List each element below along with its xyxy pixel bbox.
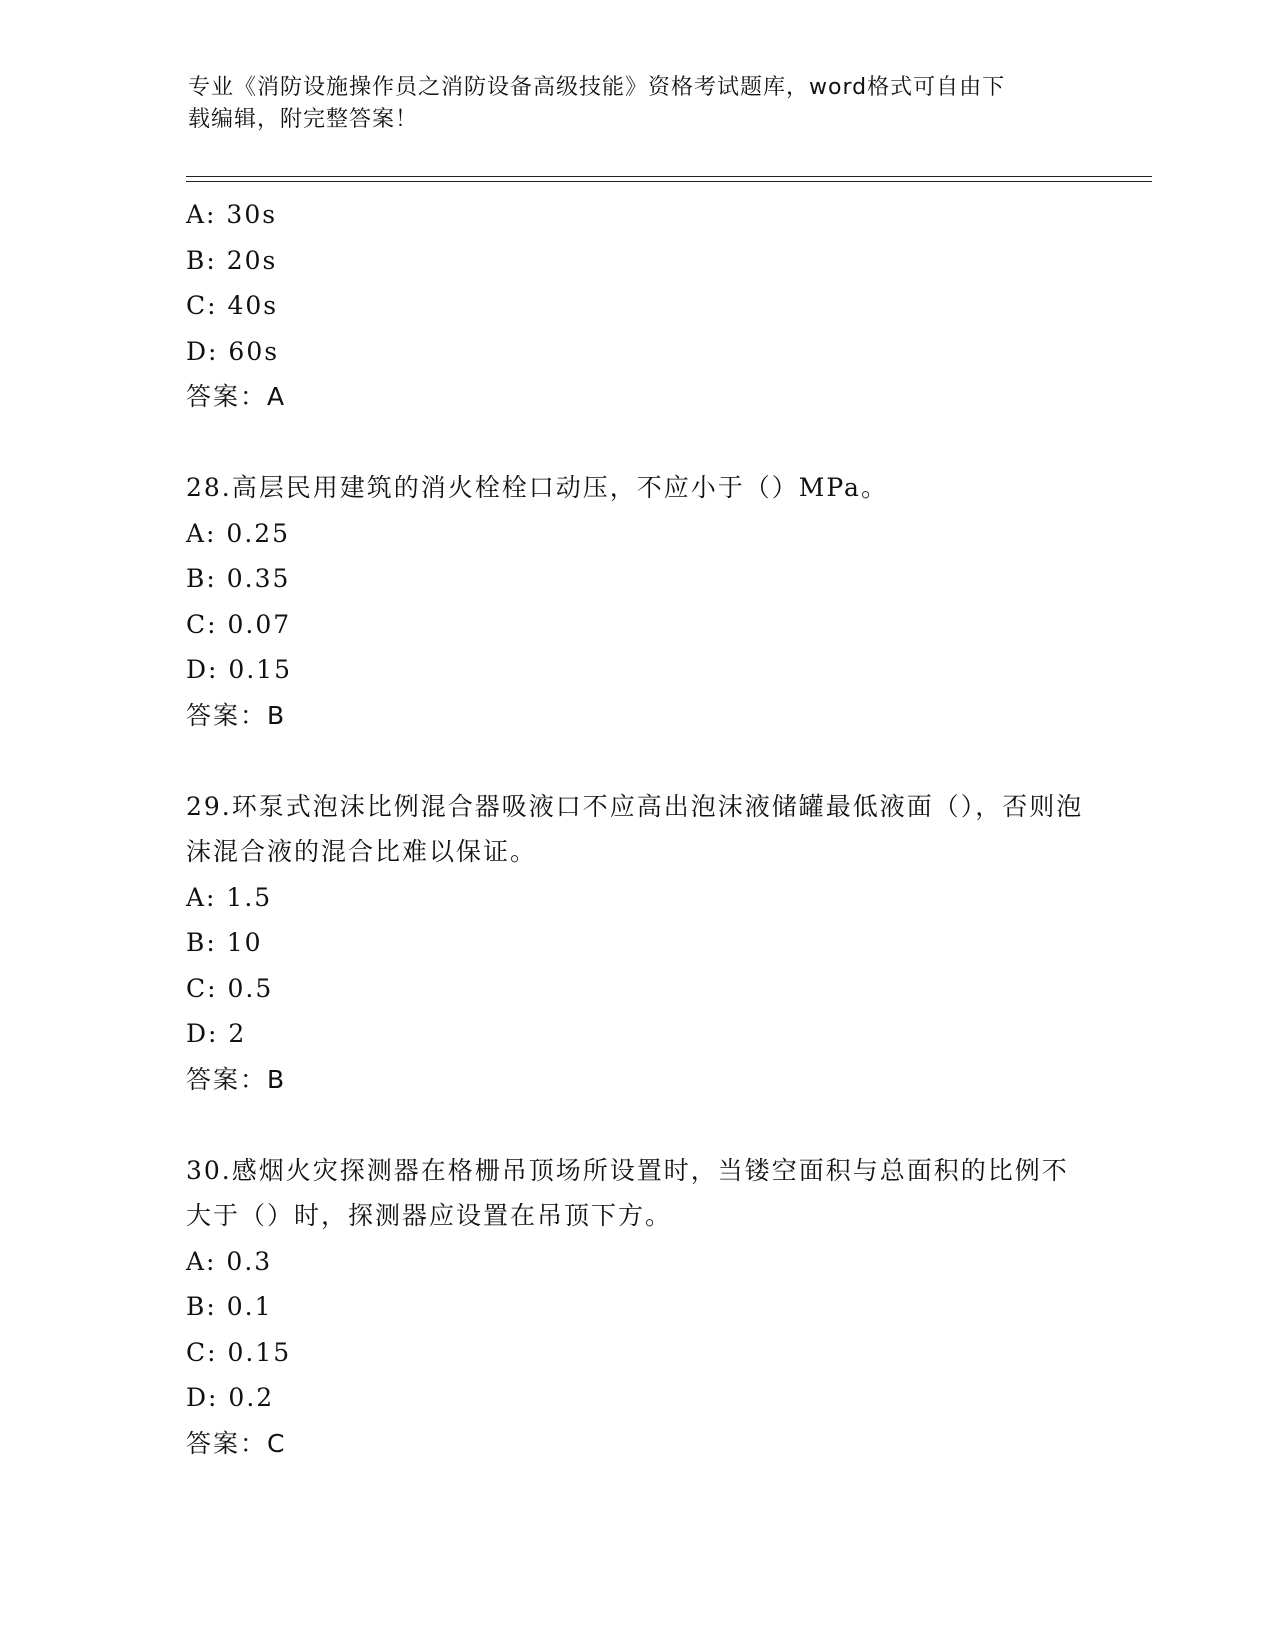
option-d: D: 60s <box>186 336 280 366</box>
option-b: B: 10 <box>186 928 263 957</box>
option-a: A: 0.3 <box>186 1246 273 1276</box>
question-list <box>186 192 1146 1466</box>
option-d: D: 2 <box>186 1019 247 1048</box>
header-divider-bottom <box>186 181 1152 182</box>
question-block <box>186 192 1146 420</box>
answer: 答案：A <box>186 382 287 411</box>
question-block <box>186 465 1146 738</box>
header-line-1: 专业《消防设施操作员之消防设备高级技能》资格考试题库，word格式可自由下 <box>188 75 1006 100</box>
option-a: A: 1.5 <box>186 882 273 912</box>
question-block <box>186 1148 1146 1467</box>
page-header <box>188 72 1088 136</box>
answer: 答案：C <box>186 1428 287 1458</box>
question-stem: 30.感烟火灾探测器在格栅吊顶场所设置时，当镂空面积与总面积的比例不大于（）时，探测器应设置在吊顶下方。 <box>186 1155 1069 1230</box>
header-divider-top <box>186 176 1152 177</box>
option-c: C: 0.5 <box>186 973 274 1003</box>
answer: 答案：B <box>186 700 287 730</box>
option-c: C: 0.07 <box>186 609 292 639</box>
option-b: B: 0.35 <box>186 564 291 593</box>
question-block <box>186 784 1146 1103</box>
answer: 答案：B <box>186 1064 287 1094</box>
question-stem: 28.高层民用建筑的消火栓栓口动压，不应小于（）MPa。 <box>186 473 888 502</box>
option-d: D: 0.15 <box>186 655 293 684</box>
option-a: A: 0.25 <box>186 518 291 548</box>
option-c: C: 0.15 <box>186 1337 292 1367</box>
option-b: B: 20s <box>186 245 278 275</box>
header-line-2: 载编辑，附完整答案！ <box>188 107 419 132</box>
option-b: B: 0.1 <box>186 1292 273 1321</box>
question-stem: 29.环泵式泡沫比例混合器吸液口不应高出泡沫液储罐最低液面（），否则泡沫混合液的混合比难以保证。 <box>186 791 1084 866</box>
option-a: A: 30s <box>186 200 278 229</box>
option-c: C: 40s <box>186 291 279 320</box>
option-d: D: 0.2 <box>186 1383 275 1412</box>
